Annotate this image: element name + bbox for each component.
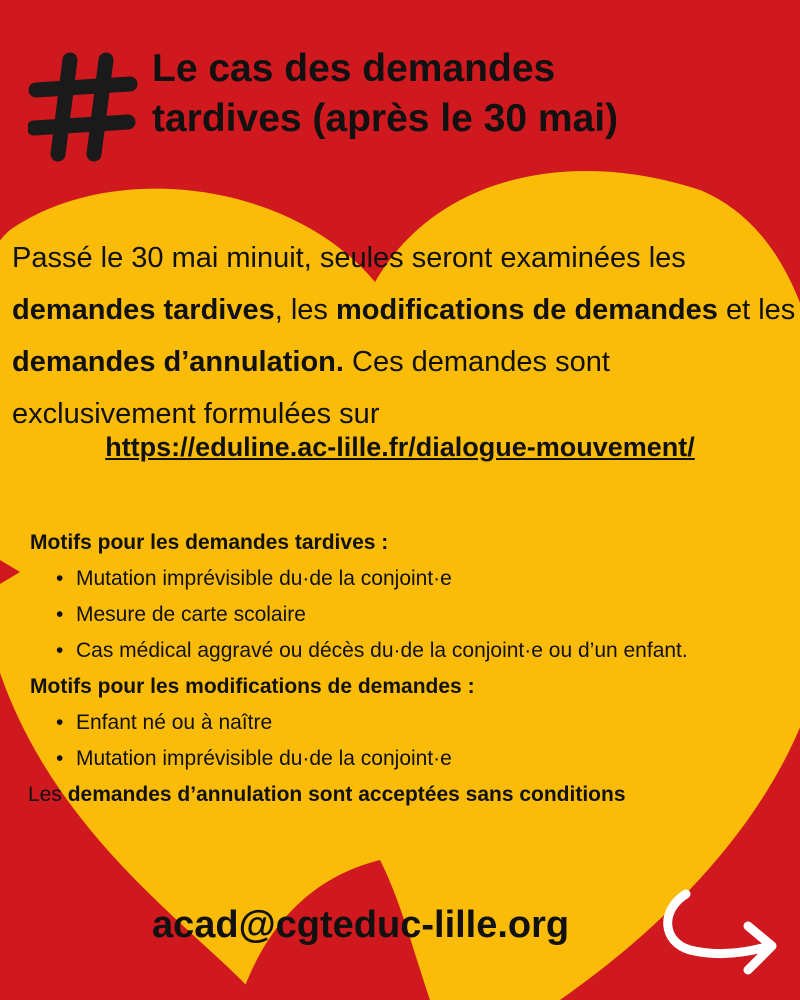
intro-bold-modifications: modifications de demandes bbox=[335, 294, 718, 326]
intro-text-2: , les bbox=[274, 294, 336, 326]
intro-text-4: Ces demandes sont exclusivement formulées sur bbox=[12, 346, 610, 430]
title-line-1: Le cas des demandes bbox=[152, 47, 556, 90]
curved-arrow-right-icon bbox=[652, 880, 782, 990]
list-item: • Mesure de carte scolaire bbox=[76, 597, 800, 633]
annulation-line bbox=[28, 777, 800, 813]
intro-bold-annulation: demandes d’annulation. bbox=[12, 346, 344, 378]
list-item: • Cas médical aggravé ou décès du·de la conjoint·e ou d’un enfant. bbox=[76, 633, 800, 669]
annulation-prefix: Les bbox=[28, 783, 68, 806]
page-title bbox=[152, 44, 772, 144]
contact-email[interactable]: acad@cgteduc-lille.org bbox=[152, 904, 570, 946]
tardives-heading: Motifs pour les demandes tardives : bbox=[30, 531, 389, 554]
modifications-list bbox=[30, 705, 800, 777]
list-item: • Mutation imprévisible du·de la conjoint·e bbox=[76, 741, 800, 777]
list-item: • Mutation imprévisible du·de la conjoint·e bbox=[76, 561, 800, 597]
side-marker bbox=[0, 560, 20, 584]
list-item: • Enfant né ou à naître bbox=[76, 705, 800, 741]
eduline-link[interactable]: https://eduline.ac-lille.fr/dialogue-mouvement/ bbox=[105, 432, 695, 462]
annulation-bold: demandes d’annulation sont acceptées sans conditions bbox=[67, 783, 626, 806]
intro-text-3: et les bbox=[717, 294, 796, 326]
modifications-heading: Motifs pour les modifications de demandes : bbox=[30, 675, 475, 698]
intro-bold-tardives: demandes tardives bbox=[12, 294, 275, 326]
intro-text-1: Passé le 30 mai minuit, seules seront examinées les bbox=[12, 242, 686, 274]
intro-paragraph bbox=[12, 232, 798, 440]
motifs-section bbox=[30, 525, 800, 813]
tardives-list bbox=[30, 561, 800, 669]
title-line-2: tardives (après le 30 mai) bbox=[152, 97, 619, 140]
hashtag-icon bbox=[28, 52, 138, 162]
